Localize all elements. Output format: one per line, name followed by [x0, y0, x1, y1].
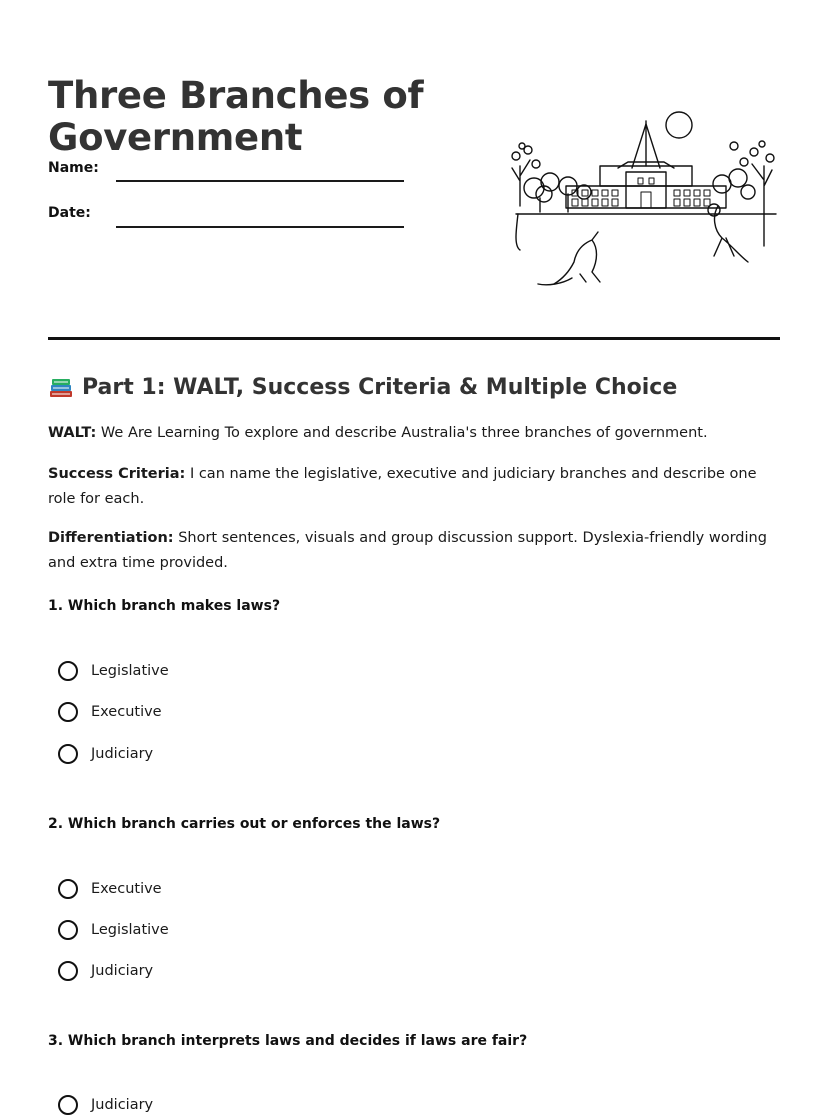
option-label: Judiciary — [91, 963, 154, 979]
walt-text: We Are Learning To explore and describe Australia's three branches of government. — [100, 425, 708, 441]
option-label: Legislative — [91, 922, 169, 938]
q1-option-executive[interactable] — [58, 702, 162, 722]
question-1: 1. Which branch makes laws? — [48, 598, 281, 614]
radio-button[interactable] — [58, 1095, 78, 1115]
part1-heading — [48, 374, 677, 400]
option-label: Judiciary — [91, 746, 154, 762]
books-icon — [48, 374, 74, 400]
q2-option-legislative[interactable] — [58, 920, 169, 940]
page-title: Three Branches of Government — [48, 73, 424, 159]
walt-paragraph — [48, 421, 784, 446]
radio-button[interactable] — [58, 879, 78, 899]
option-label: Legislative — [91, 663, 169, 679]
radio-button[interactable] — [58, 920, 78, 940]
walt-label: WALT: — [48, 425, 97, 441]
radio-button[interactable] — [58, 702, 78, 722]
date-label: Date: — [48, 205, 91, 221]
differentiation-paragraph — [48, 526, 784, 576]
date-field[interactable] — [116, 226, 404, 228]
q3-option-judiciary[interactable] — [58, 1095, 153, 1115]
option-label: Judiciary — [91, 1097, 154, 1113]
q1-option-judiciary[interactable] — [58, 744, 153, 764]
q2-option-executive[interactable] — [58, 879, 162, 899]
radio-button[interactable] — [58, 961, 78, 981]
name-label: Name: — [48, 160, 99, 176]
radio-button[interactable] — [58, 661, 78, 681]
part1-heading-text: Part 1: WALT, Success Criteria & Multiple Choice — [82, 374, 678, 400]
question-3: 3. Which branch interprets laws and decides if laws are fair? — [48, 1033, 528, 1049]
success-criteria-paragraph — [48, 462, 784, 512]
section-divider — [48, 337, 780, 340]
question-2: 2. Which branch carries out or enforces the laws? — [48, 816, 441, 832]
differentiation-text: Short sentences, visuals and group discussion support. Dyslexia-friendly wording and extra time provided. — [48, 530, 767, 571]
radio-button[interactable] — [58, 744, 78, 764]
option-label: Executive — [91, 704, 162, 720]
parliament-house-kangaroo-illustration — [508, 106, 780, 292]
success-criteria-label: Success Criteria: — [48, 466, 186, 482]
success-criteria-text: I can name the legislative, executive and judiciary branches and describe one role for each. — [48, 466, 757, 507]
q2-option-judiciary[interactable] — [58, 961, 153, 981]
q1-option-legislative[interactable] — [58, 661, 169, 681]
option-label: Executive — [91, 881, 162, 897]
name-field[interactable] — [116, 180, 404, 182]
differentiation-label: Differentiation: — [48, 530, 174, 546]
